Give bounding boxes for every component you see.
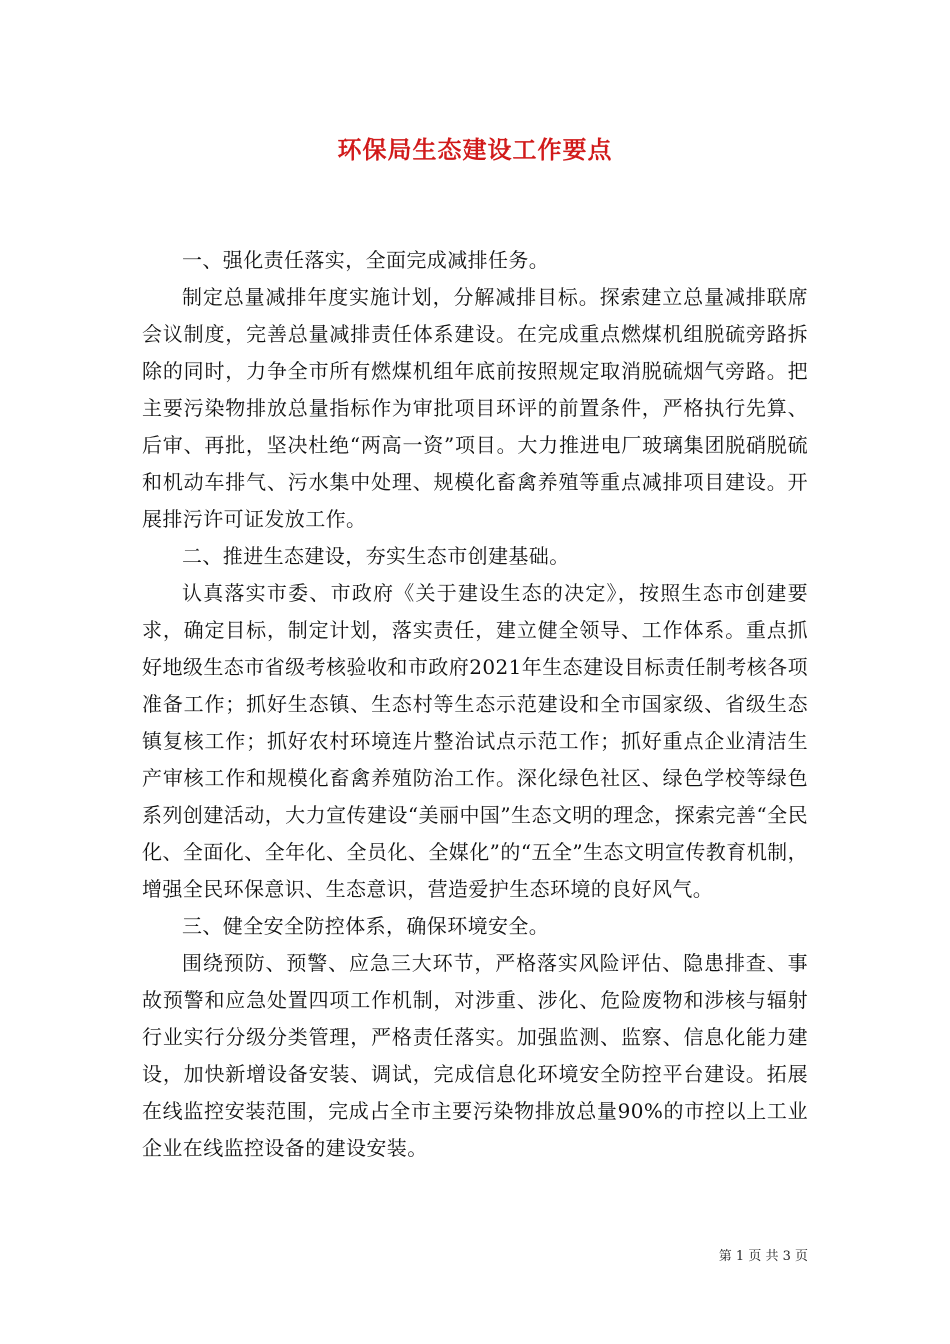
page-number-footer: 第 1 页 共 3 页	[718, 1249, 808, 1264]
section-paragraph-2: 认真落实市委、市政府《关于建设生态的决定》，按照生态市创建要求，确定目标，制定计划，落实责任，建立健全领导、工作体系。重点抓好地级生态市省级考核验收和市政府2021年生态建设目标责任制考核各项准备工作；抓好生态镇、生态村等生态示范建设和全市国家级、省级生态镇复核工作；抓好农村环境连片整治试点示范工作；抓好重点企业清洁生产审核工作和规模化畜禽养殖防治工作。深化绿色社区、绿色学校等绿色系列创建活动，大力宣传建设“美丽中国”生态文明的理念，探索完善“全民化、全面化、全年化、全员化、全媒化”的“五全”生态文明宣传教育机制，增强全民环保意识、生态意识，营造爱护生态环境的良好风气。	[142, 581, 808, 901]
section-heading-3: 三、健全安全防控体系，确保环境安全。	[182, 914, 550, 938]
document-body	[142, 242, 808, 1167]
section-paragraph-3: 围绕预防、预警、应急三大环节，严格落实风险评估、隐患排查、事故预警和应急处置四项工作机制，对涉重、涉化、危险废物和涉核与辐射行业实行分级分类管理，严格责任落实。加强监测、监察、信息化能力建设，加快新增设备安装、调试，完成信息化环境安全防控平台建设。拓展在线监控安装范围，完成占全市主要污染物排放总量90%的市控以上工业企业在线监控设备的建设安装。	[142, 951, 808, 1160]
section-heading-1: 一、强化责任落实，全面完成减排任务。	[182, 248, 550, 272]
document-title: 环保局生态建设工作要点	[337, 135, 613, 164]
section-heading-2: 二、推进生态建设，夯实生态市创建基础。	[182, 544, 570, 568]
section-paragraph-1: 制定总量减排年度实施计划，分解减排目标。探索建立总量减排联席会议制度，完善总量减排责任体系建设。在完成重点燃煤机组脱硫旁路拆除的同时，力争全市所有燃煤机组年底前按照规定取消脱硫烟气旁路。把主要污染物排放总量指标作为审批项目环评的前置条件，严格执行先算、后审、再批，坚决杜绝“两高一资”项目。大力推进电厂玻璃集团脱硝脱硫和机动车排气、污水集中处理、规模化畜禽养殖等重点减排项目建设。开展排污许可证发放工作。	[142, 285, 808, 531]
